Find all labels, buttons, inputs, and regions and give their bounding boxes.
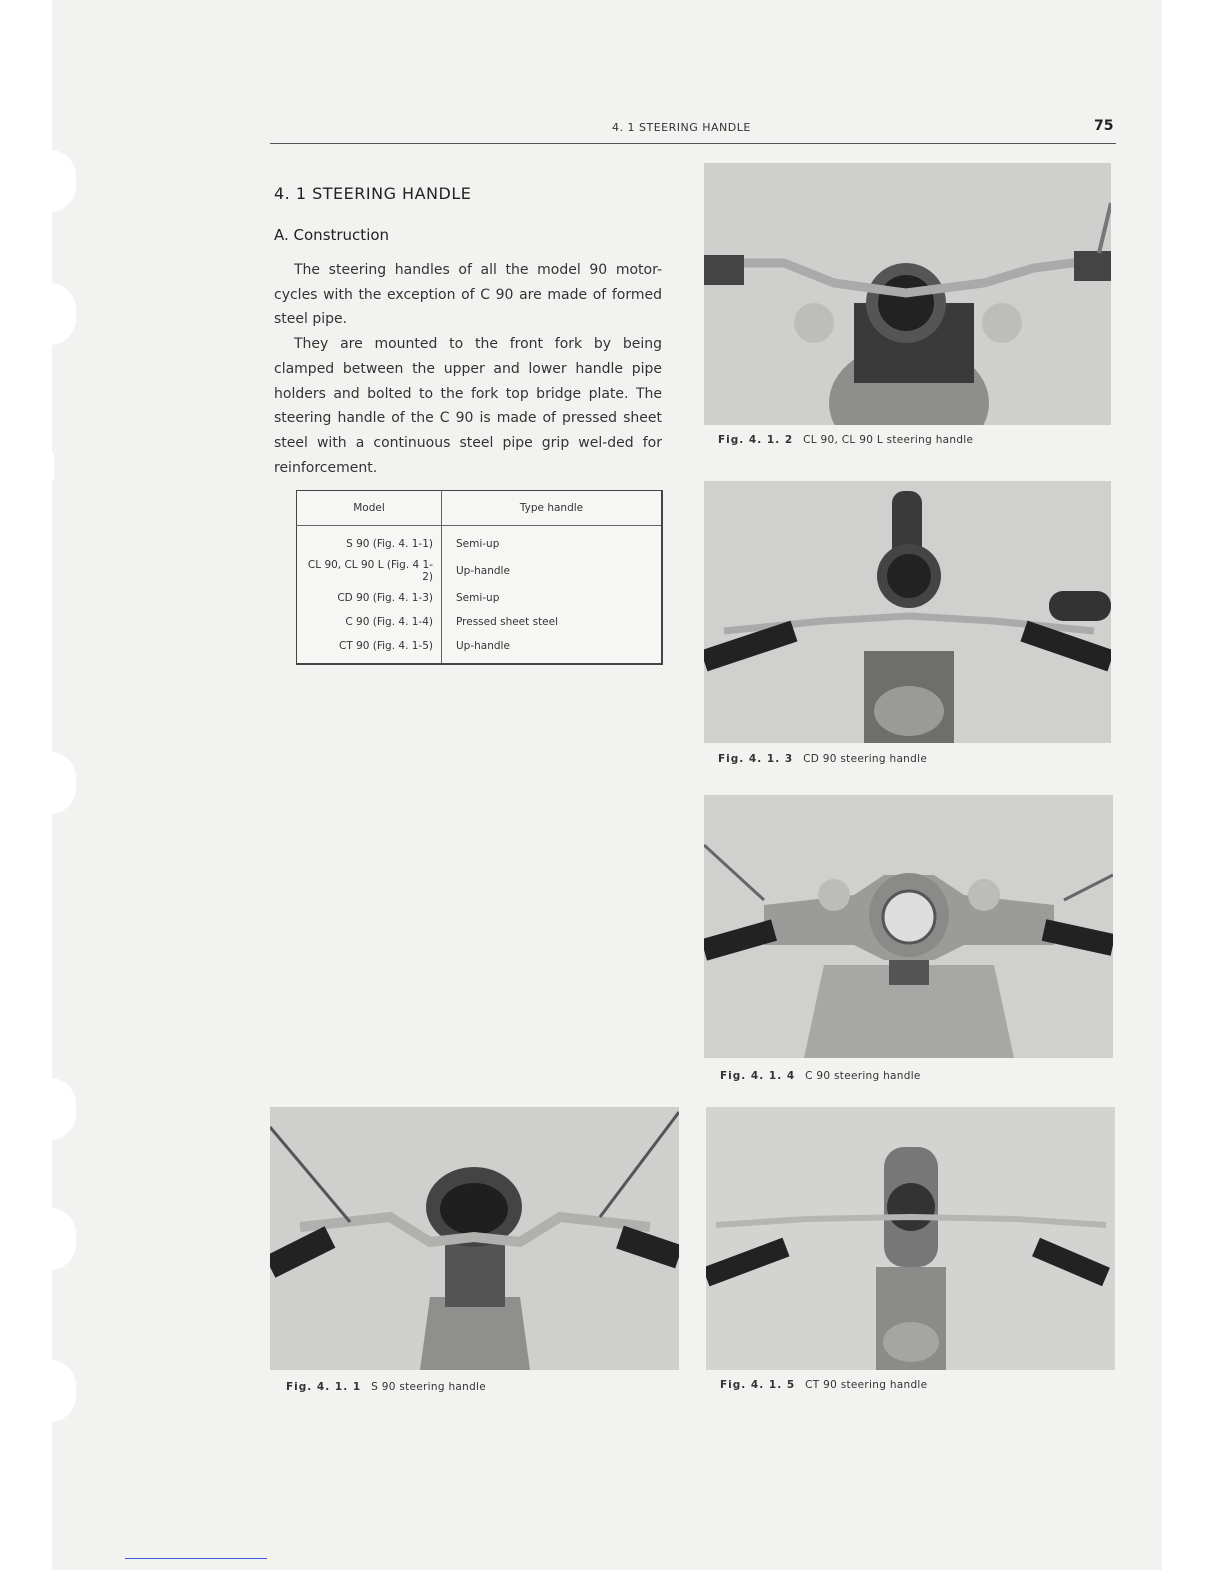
column-header: Type handle: [442, 491, 663, 526]
figure-label: Fig. 4. 1. 1: [286, 1381, 362, 1393]
model-cell: CT 90 (Fig. 4. 1-5): [297, 634, 442, 664]
figure-caption-text: CL 90, CL 90 L steering handle: [803, 434, 974, 446]
paragraph: The steering handles of all the model 90 motor-cycles with the exception of C 90 are made of formed steel pipe.: [274, 262, 662, 328]
model-cell: C 90 (Fig. 4. 1-4): [297, 610, 442, 634]
figure-caption: [718, 753, 927, 765]
punch-hole: [50, 452, 54, 482]
table-header-row: [297, 491, 663, 526]
table-row: [297, 634, 663, 664]
figure-photo-ct90: [706, 1107, 1115, 1370]
type-cell: Up-handle: [456, 565, 510, 577]
figure-caption-text: C 90 steering handle: [805, 1070, 921, 1082]
type-cell: Semi-up: [456, 538, 500, 550]
figure-photo-s90: [270, 1107, 679, 1370]
figure-caption-text: CD 90 steering handle: [803, 753, 928, 765]
figure-label: Fig. 4. 1. 3: [718, 753, 794, 765]
figure-photo-cl90: [704, 163, 1111, 425]
figure-label: Fig. 4. 1. 2: [718, 434, 794, 446]
table-row: [297, 586, 663, 610]
running-head: 4. 1 STEERING HANDLE: [612, 121, 751, 134]
header-rule: [270, 143, 1116, 144]
figure-caption: [286, 1381, 486, 1393]
figure-photo-c90: [704, 795, 1113, 1058]
paragraph: They are mounted to the front fork by being clamped between the upper and lower handle pipe holders and bolted to the fork top bridge plate. The steering handle of the C 90 is made of pressed sheet steel with a continuous steel pipe grip wel-ded for reinforcement.: [274, 336, 662, 476]
type-cell: Up-handle: [456, 640, 510, 652]
figure-caption-text: CT 90 steering handle: [805, 1379, 928, 1391]
column-header: Model: [297, 491, 442, 526]
figure-caption: [718, 434, 973, 446]
type-cell: Pressed sheet steel: [456, 616, 559, 628]
model-cell: CD 90 (Fig. 4. 1-3): [297, 586, 442, 610]
handle-type-table: [296, 490, 663, 665]
type-cell: Semi-up: [456, 592, 500, 604]
figure-label: Fig. 4. 1. 4: [720, 1070, 796, 1082]
section-title: 4. 1 STEERING HANDLE: [274, 184, 472, 203]
bottom-link-underline: [125, 1558, 267, 1559]
figure-caption-text: S 90 steering handle: [371, 1381, 487, 1393]
model-cell: CL 90, CL 90 L (Fig. 4 1-2): [297, 556, 442, 586]
table-row: [297, 556, 663, 586]
model-cell: S 90 (Fig. 4. 1-1): [297, 526, 442, 557]
figure-label: Fig. 4. 1. 5: [720, 1379, 796, 1391]
subsection-title: A. Construction: [274, 226, 390, 244]
body-text: [274, 258, 662, 480]
table-row: [297, 610, 663, 634]
figure-caption: [720, 1070, 921, 1082]
table-row: [297, 526, 663, 557]
figure-photo-cd90: [704, 481, 1111, 743]
figure-caption: [720, 1379, 927, 1391]
page-number: 75: [1094, 118, 1114, 134]
